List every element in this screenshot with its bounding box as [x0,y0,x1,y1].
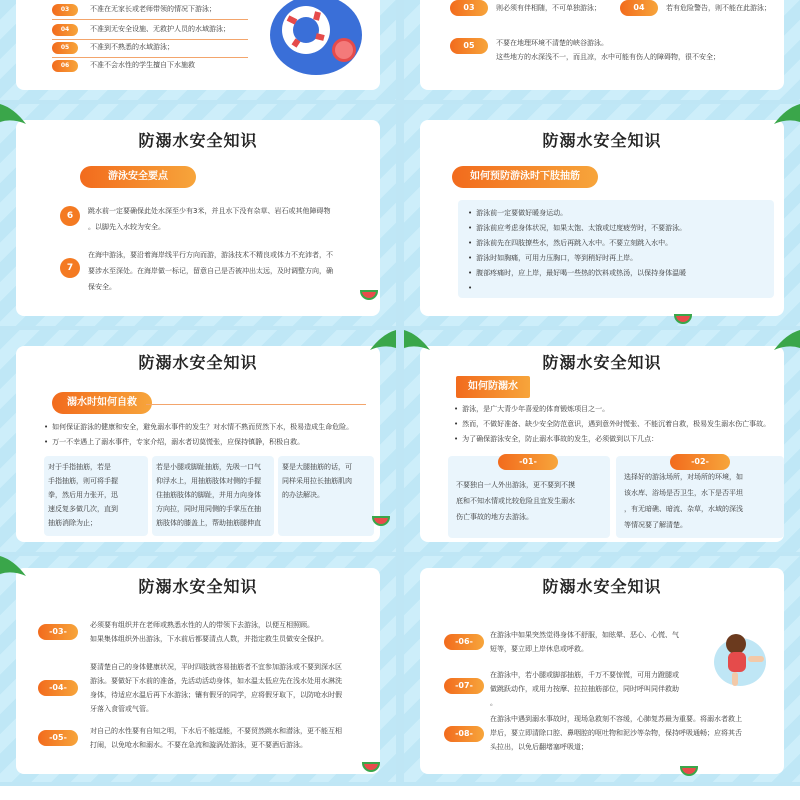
tip-text: 。 [490,699,497,707]
slide-8 [404,556,800,782]
number-tag: -03- [38,624,78,640]
tip-text: 在游泳中，若小腿或脚部抽筋，千万不要惊慌，可用力蹬腿或 [490,671,679,679]
list-item: • 游泳前应考虑身体状况，如果太饱、太饿或过度疲劳时，不要游泳。 [468,221,764,236]
slide-1 [0,0,396,100]
list-item: • 游泳前先在四肢撩些水，然后再跳入水中。不要立刻跳入水中。 [468,236,764,251]
box-line: 仰浮水上，用抽筋肢体对侧的手握 [156,477,261,485]
slide-6 [404,330,800,552]
box-line: 方向拉，同时用同侧的手掌压在抽 [156,505,261,513]
tip-text: 短等，要立即上岸休息或呼救。 [490,645,588,653]
tip-text: 要涉水至深处。在海岸做一标记，留意自己是否被冲出太远，及时调整方向，确 [88,267,333,275]
number-tag: -04- [38,680,78,696]
box-line: 若是小腿或脚趾抽筋，先吸一口气 [156,463,261,471]
slide-2 [404,0,800,100]
prevention-box-2 [616,456,784,538]
number-badge: 7 [60,258,80,278]
box-line: 的办法解决。 [282,491,324,499]
intro-bullets [44,420,380,450]
cramp-box-thigh [278,456,374,536]
tip-text: 则必须有伴相随，不可单独游泳； [496,4,601,12]
slide-5 [0,330,396,552]
palm-leaf-icon [772,104,800,132]
swimmer-girl-illustration [710,622,770,692]
palm-leaf-icon [404,330,432,358]
box-line: 抽筋消除为止； [48,519,97,527]
tip-text: 牙落入食管或气管。 [90,705,153,713]
swimming-ring-illustration [266,0,366,80]
slide-7 [0,556,396,782]
tip-text: 岸后，要立即清除口腔、鼻咽腔的呕吐物和泥沙等杂物，保持呼吸通畅；应将其舌 [490,729,742,737]
intro-bullets [454,402,784,447]
divider [146,404,366,405]
list-item: • 游泳时如胸痛，可用力压胸口，等到稍好时再上岸。 [468,251,764,266]
box-line: 等情况要了解清楚。 [624,521,687,529]
tip-text: 身体，待适应水温后再下水游泳；镶有假牙的同学，应将假牙取下，以防呛水时假 [90,691,342,699]
box-line: 筋肢体的膝盖上，帮助抽筋腿伸直 [156,519,261,527]
rule-text: 不准到无安全设施、无救护人员的水域游泳； [90,25,230,33]
list-item: • 游泳，是广大青少年喜爱的体育锻炼项目之一。 [454,402,784,417]
box-line: 速反复多做几次，直到 [48,505,118,513]
tip-text: 。以脚先入水较为安全。 [88,223,165,231]
prevention-box-1 [448,456,610,538]
palm-leaf-icon [368,330,396,358]
box-line: 手指抽筋，则可将手握 [48,477,118,485]
rule-text: 不准到不熟悉的水域游泳； [90,43,174,51]
box-line: 底和不知水情或比较危险且宜发生溺水 [456,497,575,505]
rule-text: 不准不会水性的学生擅自下水施救 [90,61,195,69]
tips-list [458,200,774,298]
watermelon-icon [674,314,692,326]
box-line: 住抽筋肢体的脚趾，并用力向身体 [156,491,261,499]
number-tag: -06- [444,634,484,650]
section-pill: 游泳安全要点 [80,166,196,188]
number-tag: -01- [498,454,558,470]
box-line: ，有无暗礁、暗流、杂草，水域的深浅 [624,505,743,513]
page-title: 防溺水安全知识 [542,353,662,372]
box-line: 伤亡事故的地方去游泳。 [456,513,533,521]
slide-7-card [16,568,380,774]
slide-5-card [16,346,380,542]
tip-text: 对自己的水性要有自知之明，下水后不能逞能，不要贸然跳水和潜泳，更不能互相 [90,727,342,735]
tip-text: 要清楚自己的身体健康状况，平时四肢就容易抽筋者不宜参加游泳或不要到深水区 [90,663,342,671]
tip-text: 若有危险警告，则不能在此游泳； [666,4,771,12]
rule-text: 不准在无家长或老师带领的情况下游泳； [90,5,216,13]
bottom-strip [0,786,800,800]
number-tag: 03 [450,0,488,16]
number-tag: -08- [444,726,484,742]
tip-text: 在海中游泳，要沿着海岸线平行方向而游，游泳技术不精良或体力不充沛者，不 [88,251,333,259]
palm-leaf-icon [0,556,28,584]
list-item: • 万一不幸遇上了溺水事件，专家介绍，溺水者切莫慌张，应保持镇静，积极自救。 [44,435,380,450]
slide-1-card [16,0,380,90]
number-tag: -07- [444,678,484,694]
number-tag: 04 [620,0,658,16]
tip-text: 打闹，以免呛水和溺水。不要在急流和漩涡处游泳，更不要酒后游泳。 [90,741,307,749]
list-item: • 腹部疼痛时，应上岸，最好喝一些热的饮料或热汤，以保持身体温暖 [468,266,764,281]
page-title: 防溺水安全知识 [138,577,258,596]
tip-text: 这些地方的水深浅不一，而且凉，水中可能有伤人的障碍物，很不安全； [496,53,720,61]
tip-text: 在游泳中如果突然觉得身体不舒服，如眩晕、恶心、心慌、气 [490,631,679,639]
tip-text: 跳水前一定要确保此处水深至少有3米，并且水下没有杂草、岩石或其他障碍物 [88,207,331,215]
list-item: • 游泳前一定要做好暖身运动。 [468,206,764,221]
number-tag: 05 [450,38,488,54]
number-tag: 03 [52,4,78,16]
number-tag: -02- [670,454,730,470]
tip-text: 做跳跃动作，或用力按摩、拉拉抽筋部位，同时呼叫同伴救助 [490,685,679,693]
slide-3 [0,104,396,326]
list-item: • 然而，不做好准备、缺少安全防范意识，遇到意外时慌张、不能沉着自救，极易发生溺水伤亡事故。 [454,417,784,432]
tip-text: 保安全。 [88,283,116,291]
list-item: • 如何保证游泳的健康和安全，避免溺水事件的发生？对水情不熟而贸然下水，极易造成生命危险。 [44,420,380,435]
divider [52,19,248,20]
box-line: 要是大腿抽筋的话，可 [282,463,352,471]
section-pill: 如何防溺水 [456,376,530,398]
tip-text: 不要在地理环境不清楚的峡谷游泳。 [496,39,608,47]
number-tag: 06 [52,60,78,72]
number-tag: 05 [52,42,78,54]
box-line: 拳，然后用力张开，迅 [48,491,118,499]
palm-leaf-icon [772,330,800,358]
page-title: 防溺水安全知识 [542,131,662,150]
box-line: 对于手指抽筋，若是 [48,463,111,471]
slide-4-card [420,120,784,316]
watermelon-icon [360,290,378,302]
page-title: 防溺水安全知识 [138,131,258,150]
section-pill: 如何预防游泳时下肢抽筋 [452,166,598,188]
tip-text: 头拉出，以免后翻堵塞呼吸道； [490,743,588,751]
tip-text: 游泳。要做好下水前的准备，先活动活动身体，如水温太低应先在浅水处用水淋洗 [90,677,342,685]
box-line: 选择好的游泳场所，对场所的环境，如 [624,473,743,481]
section-pill: 溺水时如何自救 [52,392,152,414]
tip-text: 必须要有组织并在老师或熟悉水性的人的带领下去游泳，以便互相照顾。 [90,621,314,629]
slide-3-card [16,120,380,316]
slide-6-card [420,346,784,542]
tip-text: 如果集体组织外出游泳，下水前后都要清点人数，并指定救生员做安全保护。 [90,635,328,643]
number-tag: -05- [38,730,78,746]
box-line: 不要独自一人外出游泳，更不要到不摸 [456,481,575,489]
watermelon-icon [372,516,390,528]
watermelon-icon [362,762,380,774]
page-title: 防溺水安全知识 [542,577,662,596]
cramp-box-fingers [44,456,148,536]
slide-4 [404,104,800,326]
list-item [468,281,764,296]
number-tag: 04 [52,24,78,36]
page-title: 防溺水安全知识 [138,353,258,372]
box-line: 该水库、浴场是否卫生，水下是否平坦 [624,489,743,497]
slide-8-card [420,568,784,774]
cramp-box-calf [152,456,274,536]
box-line: 同样采用拉长抽筋肌肉 [282,477,352,485]
slide-2-card [420,0,784,90]
list-item: • 为了确保游泳安全，防止溺水事故的发生，必须做到以下几点： [454,432,784,447]
number-badge: 6 [60,206,80,226]
palm-leaf-icon [0,104,28,132]
tip-text: 在游泳中遇到溺水事故时，现场急救刻不容缓，心肺复苏最为重要。将溺水者救上 [490,715,742,723]
watermelon-icon [680,766,698,778]
